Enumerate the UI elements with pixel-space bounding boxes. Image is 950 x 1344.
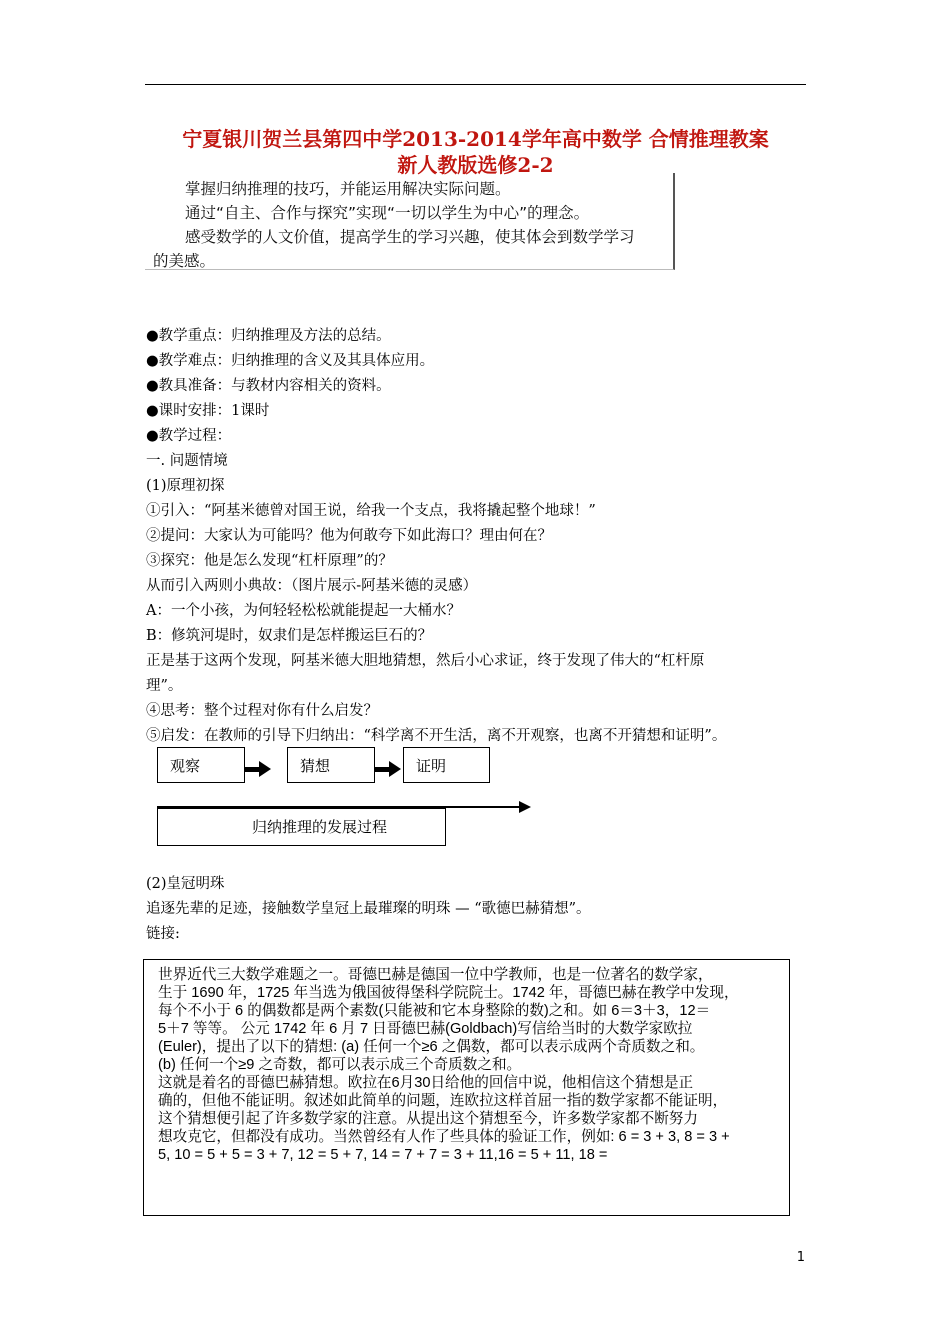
body-line: 理”。 [146,678,183,694]
textbox-line: 想攻克它，但都没有成功。当然曾经有人作了些具体的验证工作，例如: 6 = 3 + 3, 8 = 3 + [158,1129,730,1145]
body-line: B：修筑河堤时，奴隶们是怎样搬运巨石的？ [146,628,433,644]
textbox-line: 5, 10 = 5 + 5 = 3 + 7, 12 = 5 + 7, 14 = 7 + 7 = 3 + 11,16 = 5 + 11, 18 = [158,1147,608,1163]
body-line: ●教学难点：归纳推理的含义及其具体应用。 [146,353,435,369]
textbox-line: 确的，但他不能证明。叙述如此简单的问题，连欧拉这样首屈一指的数学家都不能证明， [158,1093,728,1109]
body-line: ●课时安排：1课时 [146,403,270,419]
body-line: ③探究：他是怎么发现“杠杆原理”的？ [146,553,393,569]
body-line: 正是基于这两个发现，阿基米德大胆地猜想，然后小心求证，终于发现了伟大的“杠杆原 [146,653,705,669]
objective-line: 感受数学的人文价值，提高学生的学习兴趣，使其体会到数学学习 [185,228,635,246]
body-line: 从而引入两则小典故：（图片展示-阿基米德的灵感） [146,578,478,594]
section-heading: 一. 问题情境 [146,453,228,469]
subsection-heading: (2)皇冠明珠 [146,876,225,892]
objective-line: 通过“自主、合作与探究”实现“一切以学生为中心”的理念。 [185,204,590,222]
flow-box-observe [157,747,245,783]
textbox-line: 生于 1690 年，1725 年当选为俄国彼得堡科学院院士。1742 年，哥德巴赫在教学中发现， [158,985,739,1001]
body-line: ⑤启发：在教师的引导下归纳出：“科学离不开生活，离不开观察，也离不开猜想和证明”。 [146,728,727,744]
flow-box-label: 观察 [170,757,201,775]
goldbach-textbox [143,959,790,1216]
flow-box-proof [403,747,490,783]
header-rule [145,84,806,85]
body-line: ●教学重点：归纳推理及方法的总结。 [146,328,391,344]
body-line: A：一个小孩，为何轻轻松松就能提起一大桶水？ [146,603,461,619]
flow-caption-box [157,808,446,846]
flow-arrow-icon [259,761,271,777]
flow-arrow-icon [389,761,401,777]
link-label: 链接: [146,926,180,942]
body-line: ●教具准备：与教材内容相关的资料。 [146,378,391,394]
subsection-heading: (1)原理初探 [146,478,225,494]
textbox-line: 这就是着名的哥德巴赫猜想。欧拉在6月30日给他的回信中说，他相信这个猜想是正 [158,1075,694,1091]
timeline-arrow-icon [519,801,531,813]
textbox-line: 世界近代三大数学难题之一。哥德巴赫是德国一位中学教师，也是一位著名的数学家， [158,967,713,983]
textbox-line: 这个猜想便引起了许多数学家的注意。从提出这个猜想至今，许多数学家都不断努力 [158,1111,698,1127]
flow-caption: 归纳推理的发展过程 [252,818,388,836]
body-line: 追逐先辈的足迹，接触数学皇冠上最璀璨的明珠 — “歌德巴赫猜想”。 [146,901,591,917]
textbox-line: (b) 任何一个≥9 之奇数，都可以表示成三个奇质数之和。 [158,1057,522,1073]
flow-arrow-shaft [245,767,260,772]
body-line: ④思考：整个过程对你有什么启发？ [146,703,378,719]
document-title-line1: 宁夏银川贺兰县第四中学2013-2014学年高中数学 合情推理教案 [182,127,769,151]
objective-line: 掌握归纳推理的技巧，并能运用解决实际问题。 [185,180,511,198]
textbox-line: (Euler)，提出了以下的猜想: (a) 任何一个≥6 之偶数，都可以表示成两个奇质数之和。 [158,1039,705,1055]
body-line: ●教学过程： [146,428,232,444]
flow-box-label: 猜想 [300,757,331,775]
flow-box-conjecture [287,747,375,783]
objectives-image-snippet [145,173,675,270]
flow-arrow-shaft [375,767,390,772]
flow-box-label: 证明 [416,757,447,775]
body-line: ②提问：大家认为可能吗？他为何敢夸下如此海口？理由何在？ [146,528,552,544]
objective-line: 的美感。 [153,252,216,270]
document-title-line2: 新人教版选修2-2 [397,153,554,177]
textbox-line: 每个不小于 6 的偶数都是两个素数(只能被和它本身整除的数)之和。如 6＝3＋3，12＝ [158,1003,711,1019]
textbox-line: 5＋7 等等。 公元 1742 年 6 月 7 日哥德巴赫(Goldbach)写信给当时的大数学家欧拉 [158,1021,693,1037]
page-number: 1 [796,1250,805,1265]
body-line: ①引入：“阿基米德曾对国王说，给我一个支点，我将撬起整个地球！” [146,503,596,519]
